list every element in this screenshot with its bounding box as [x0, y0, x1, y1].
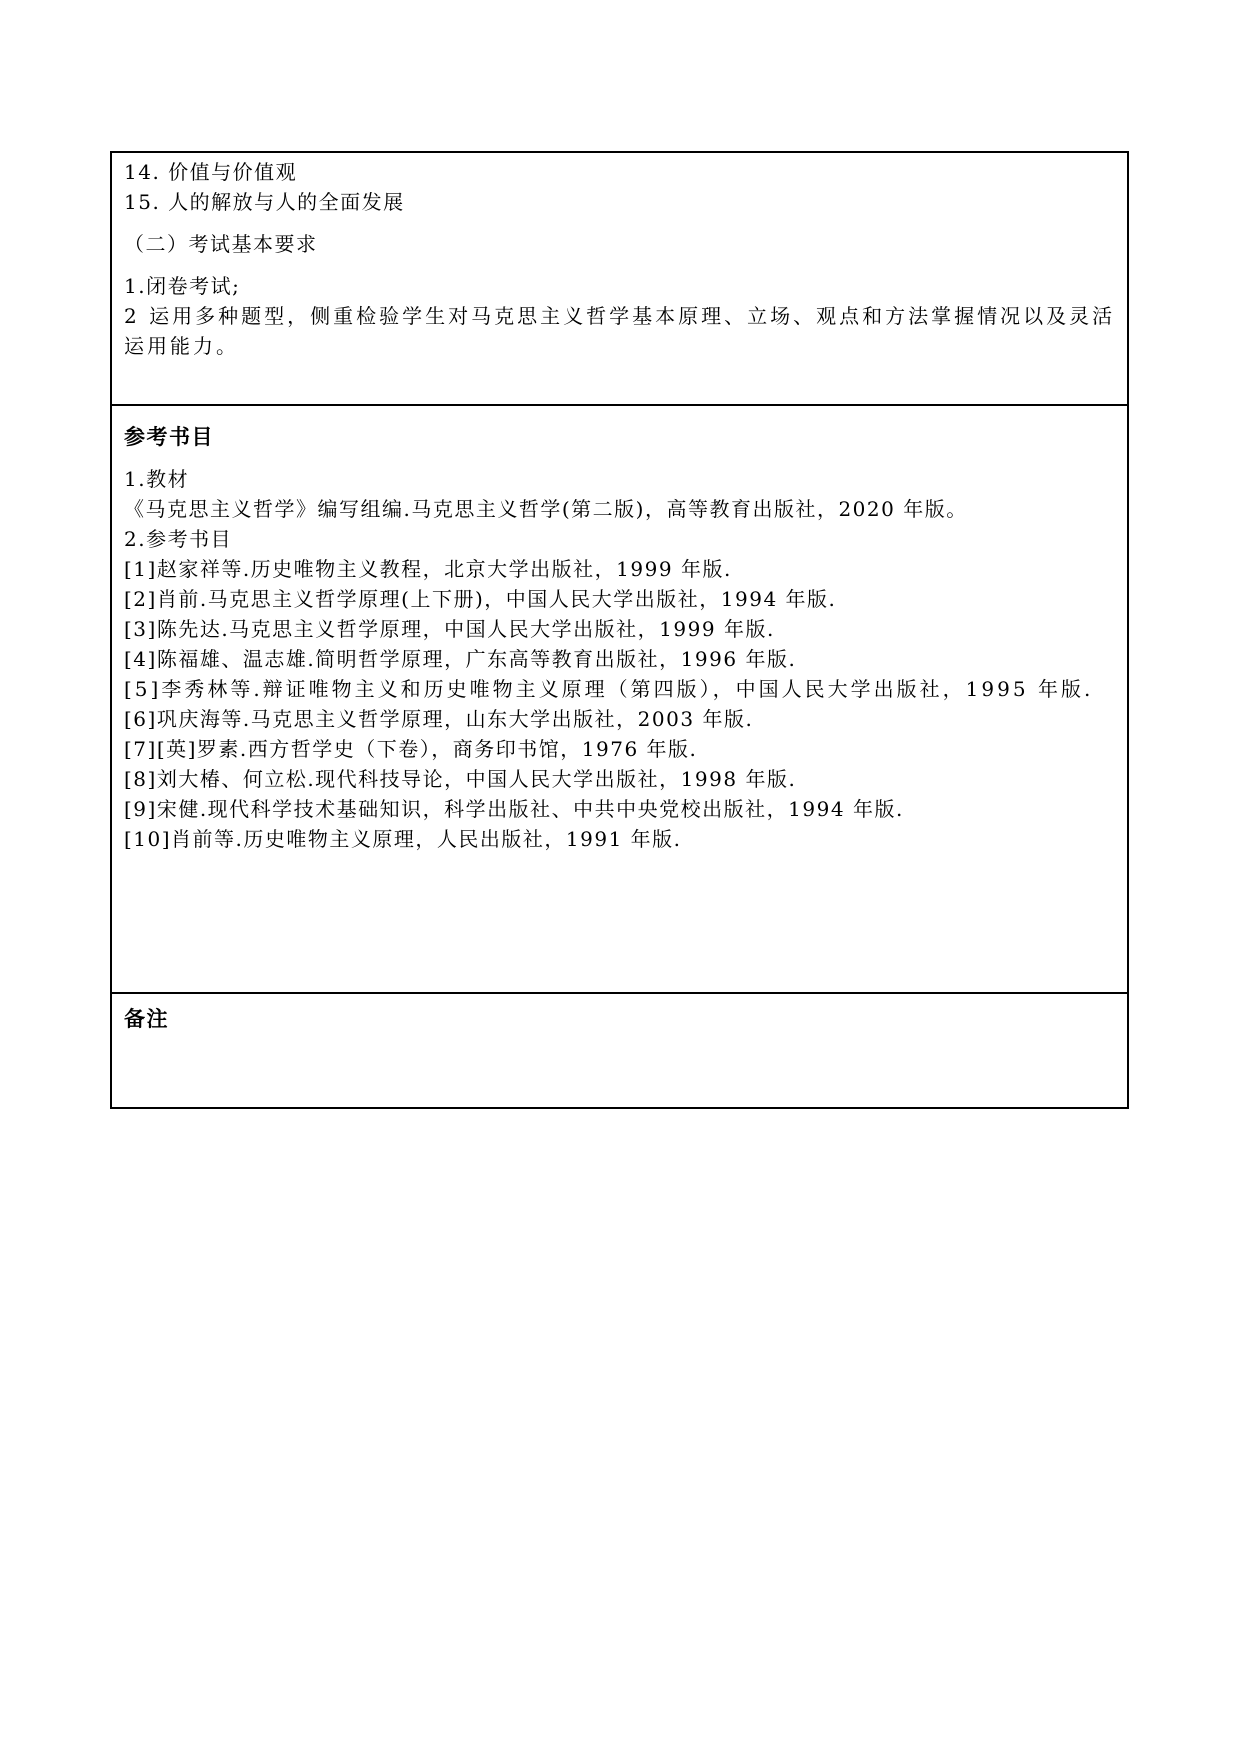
references-cell: [112, 404, 1127, 992]
exam-content-cell: [112, 153, 1127, 404]
references-heading: 参考书目: [124, 424, 214, 449]
reference-item: [3]陈先达.马克思主义哲学原理，中国人民大学出版社，1999 年版.: [124, 617, 775, 641]
textbook-entry: 《马克思主义哲学》编写组编.马克思主义哲学(第二版)，高等教育出版社，2020 年版。: [124, 497, 968, 521]
reference-item: [8]刘大椿、何立松.现代科技导论，中国人民大学出版社，1998 年版.: [124, 767, 797, 791]
reference-item: [7][英]罗素.西方哲学史（下卷），商务印书馆，1976 年版.: [124, 737, 698, 761]
reference-item: [1]赵家祥等.历史唯物主义教程，北京大学出版社，1999 年版.: [124, 557, 732, 581]
requirement-2: 2 运用多种题型，侧重检验学生对马克思主义哲学基本原理、立场、观点和方法掌握情况以及灵活运用能力。: [124, 304, 1116, 358]
notes-heading: 备注: [124, 1006, 169, 1031]
exam-requirements-subheading: （二）考试基本要求: [124, 232, 318, 256]
reference-list-label: 2.参考书目: [124, 527, 233, 551]
syllabus-table: [110, 151, 1129, 1109]
reference-item: [9]宋健.现代科学技术基础知识，科学出版社、中共中央党校出版社，1994 年版.: [124, 797, 904, 821]
reference-item: [6]巩庆海等.马克思主义哲学原理，山东大学出版社，2003 年版.: [124, 707, 754, 731]
content-item-14: 14. 价值与价值观: [124, 160, 298, 184]
requirement-1: 1.闭卷考试;: [124, 274, 241, 298]
reference-item: [5]李秀林等.辩证唯物主义和历史唯物主义原理（第四版），中国人民大学出版社，1995 年版.: [124, 677, 1094, 701]
reference-item: [4]陈福雄、温志雄.简明哲学原理，广东高等教育出版社，1996 年版.: [124, 647, 797, 671]
notes-cell: [112, 992, 1127, 1107]
reference-item: [2]肖前.马克思主义哲学原理(上下册)，中国人民大学出版社，1994 年版.: [124, 587, 837, 611]
content-item-15: 15. 人的解放与人的全面发展: [124, 190, 405, 214]
reference-item: [10]肖前等.历史唯物主义原理，人民出版社，1991 年版.: [124, 827, 682, 851]
textbook-label: 1.教材: [124, 467, 190, 491]
